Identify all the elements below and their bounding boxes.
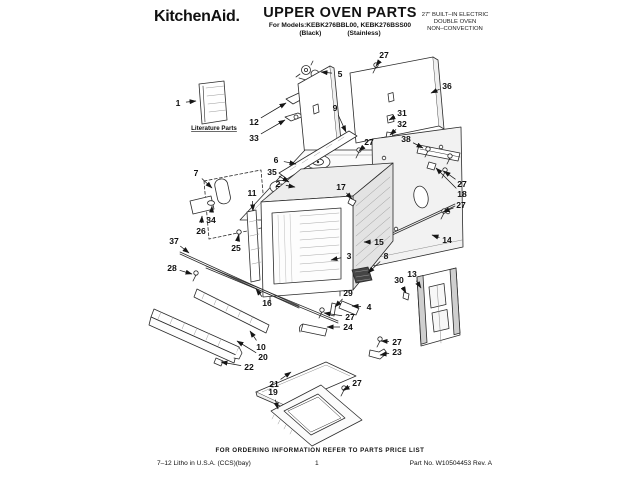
callout-13: 13 (407, 269, 417, 279)
callout-27: 27 (456, 200, 466, 210)
finish-stainless-label: (Stainless) (347, 30, 381, 37)
literature-book (199, 81, 227, 124)
callout-27: 27 (379, 50, 389, 60)
callout-38: 38 (401, 134, 411, 144)
callout-8: 8 (383, 251, 389, 261)
page-number: 1 (315, 460, 319, 467)
callout-leader-1 (186, 101, 196, 102)
callout-22: 22 (244, 362, 254, 372)
callout-4: 4 (366, 302, 372, 312)
callout-26: 26 (196, 226, 206, 236)
callout-31: 31 (397, 108, 407, 118)
callout-28: 28 (167, 263, 177, 273)
grid-panel (403, 268, 460, 346)
spec-line-2: DOUBLE OVEN (433, 19, 477, 25)
litho-note: 7–12 Litho in U.S.A. (CCS)(bay) (157, 460, 251, 467)
callout-27: 27 (345, 312, 355, 322)
callout-7: 7 (193, 168, 199, 178)
callout-leader-22 (221, 362, 241, 366)
callout-5: 5 (337, 69, 343, 79)
callout-27: 27 (352, 378, 362, 388)
spec-line-3: NON–CONVECTION (427, 26, 483, 32)
callout-leader-4 (352, 306, 361, 307)
models-line: For Models:KEBK276BBL00, KEBK276BSS00 (268, 22, 412, 29)
callout-leader-10 (250, 331, 256, 340)
finish-black-label: (Black) (299, 30, 322, 37)
callout-leader-12 (261, 103, 286, 118)
callout-12: 12 (249, 117, 259, 127)
callout-10: 10 (256, 342, 266, 352)
literature-parts-label: Literature Parts (191, 125, 237, 132)
part-number: Part No. W10504453 Rev. A (409, 460, 492, 467)
callout-9: 9 (332, 103, 338, 113)
callout-21: 21 (269, 379, 279, 389)
callout-17: 17 (336, 182, 346, 192)
callout-20: 20 (258, 352, 268, 362)
callout-leader-28 (180, 270, 192, 274)
callout-27: 27 (392, 337, 402, 347)
brand-logo: KitchenAid. (154, 8, 240, 25)
side-strip (247, 210, 261, 282)
callout-25: 25 (231, 243, 241, 253)
callout-14: 14 (442, 235, 452, 245)
page-title: UPPER OVEN PARTS (263, 5, 417, 21)
lower-rail (194, 289, 269, 333)
insulation-panel-right (350, 57, 444, 143)
callout-leader-37 (180, 246, 189, 253)
callout-11: 11 (247, 188, 257, 198)
callout-33: 33 (249, 133, 259, 143)
callout-32: 32 (397, 119, 407, 129)
callout-6: 6 (273, 155, 279, 165)
callout-30: 30 (394, 275, 404, 285)
callout-2: 2 (275, 179, 281, 189)
callout-3: 3 (346, 251, 352, 261)
callout-29: 29 (343, 288, 353, 298)
callout-34: 34 (206, 215, 216, 225)
callout-18: 18 (457, 189, 467, 199)
callout-16: 16 (262, 298, 272, 308)
trim-bar (149, 309, 242, 366)
callout-15: 15 (374, 237, 384, 247)
callout-24: 24 (343, 322, 353, 332)
spec-line-1: 27" BUILT–IN ELECTRIC (421, 12, 489, 18)
callout-23: 23 (392, 347, 402, 357)
door-latch (352, 267, 372, 283)
callout-19: 19 (268, 387, 278, 397)
callout-37: 37 (169, 236, 179, 246)
callout-27: 27 (457, 179, 467, 189)
callout-36: 36 (442, 81, 452, 91)
callout-27: 27 (364, 137, 374, 147)
ordering-note: FOR ORDERING INFORMATION REFER TO PARTS PRICE LIST (215, 447, 425, 454)
callout-leader-27 (381, 341, 389, 342)
callout-1: 1 (175, 98, 181, 108)
callout-leader-33 (261, 120, 285, 134)
callout-35: 35 (267, 167, 277, 177)
